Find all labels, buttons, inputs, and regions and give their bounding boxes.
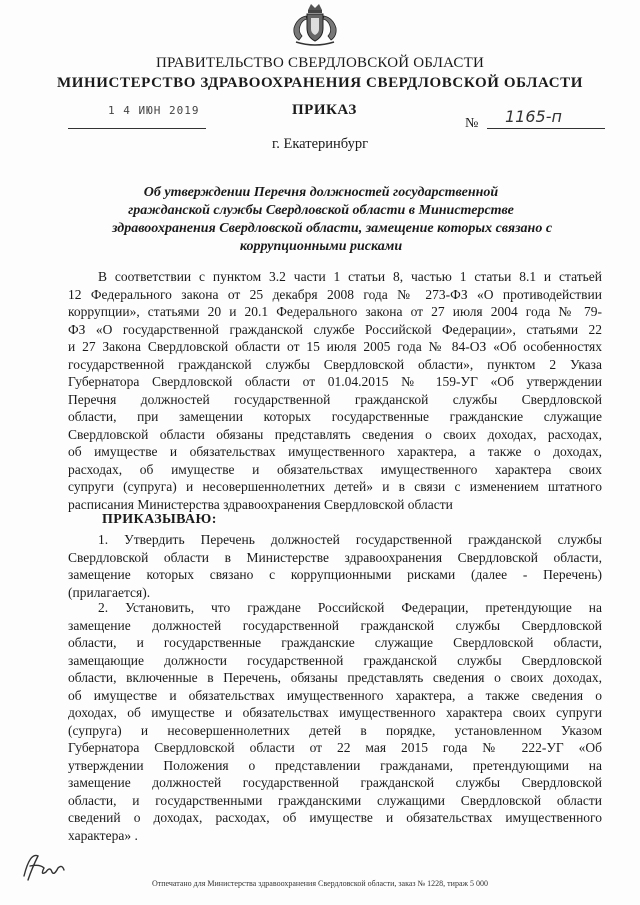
order-item-1: [68, 531, 602, 601]
text-line: 1. Утвердить Перечень должностей государственной гражданской службы: [98, 532, 602, 547]
text-line: об имуществе и обязательствах имущественного характера, а также о доходах,: [68, 444, 602, 459]
text-line: 2. Установить, что граждане Российской Федерации, претендующие на: [98, 600, 602, 615]
title-line: Об утверждении Перечня должностей государственной: [143, 185, 499, 200]
text-line: области, включенные в Перечень, обязаны представлять сведения о своих доходах,: [68, 670, 602, 685]
text-line: 12 Федерального закона от 25 декабря 2008 года № 273-ФЗ «О противодействии: [68, 286, 602, 302]
text-line: утверждении Положения о представлении гражданами, претендующими на: [68, 757, 602, 773]
text-line: Свердловской области обязаны представлять сведения о своих доходах, расходах,: [68, 426, 602, 442]
number-label: №: [465, 116, 479, 131]
ministry-name: МИНИСТЕРСТВО ЗДРАВООХРАНЕНИЯ СВЕРДЛОВСКОЙ ОБЛАСТИ: [56, 75, 584, 91]
text-line: расходах, об имуществе и обязательствах имущественного характера своих: [68, 461, 602, 477]
text-line: ФЗ «О государственной гражданской службе Российской Федерации», статьями 22: [68, 321, 602, 337]
text-line: супруги (супруга) и несовершеннолетних детей» и в связи с изменением штатного: [68, 479, 602, 494]
government-name: ПРАВИТЕЛЬСТВО СВЕРДЛОВСКОЙ ОБЛАСТИ: [155, 55, 485, 71]
number-underline: [487, 128, 605, 129]
print-imprint: Отпечатано для Министерства здравоохранения Свердловской области, заказ № 1228, тираж 5 000: [151, 879, 489, 888]
text-line: Губернатора Свердловской области от 22 мая 2015 года № 222-УГ «Об: [68, 740, 602, 755]
preamble-paragraph: [68, 268, 602, 513]
document-type: ПРИКАЗ: [292, 102, 357, 118]
title-line: гражданской службы Свердловской области в Министерстве: [128, 203, 514, 218]
date-underline: [68, 128, 206, 129]
date-stamp: 1 4 ИЮН 2019: [108, 104, 200, 117]
text-line: Перечня должностей государственной гражданской службы Свердловской: [68, 391, 602, 407]
document-number: 1165-п: [505, 107, 562, 126]
text-line: области, при замещении которых государственные гражданские служащие: [68, 409, 602, 424]
text-line: Губернатора Свердловской области от 01.04.2015 № 159-УГ «Об утверждении: [68, 374, 602, 389]
document-title: [112, 184, 553, 256]
text-line: Свердловской области в Министерстве здравоохранения Свердловской области,: [68, 549, 602, 565]
text-line: (прилагается).: [68, 584, 151, 600]
text-line: об имуществе и обязательствах имущественного характера, а также сведения о: [68, 687, 602, 703]
city: г. Екатеринбург: [271, 136, 369, 152]
order-heading: ПРИКАЗЫВАЮ:: [102, 512, 217, 527]
text-line: области, и государственными гражданскими служащими Свердловской области: [68, 792, 602, 808]
order-item-2: [68, 599, 602, 844]
text-line: области, и государственные гражданские служащие Свердловской области,: [68, 635, 602, 650]
sverdlovsk-coat-of-arms-icon: [286, 2, 344, 48]
text-line: замещение должностей государственной гражданской службы Свердловской: [68, 617, 602, 633]
text-line: и 27 Закона Свердловской области от 15 июля 2005 года № 84-ОЗ «Об особенностях: [68, 339, 602, 354]
title-line: здравоохранения Свердловской области, замещение которых связано с: [112, 221, 553, 236]
text-line: (супруга) и несовершеннолетних детей в порядке, установленном Указом: [68, 722, 602, 738]
text-line: государственной гражданской службы Свердловской области», пунктом 2 Указа: [68, 356, 602, 372]
text-line: коррупции», статьями 20 и 20.1 Федерального закона от 27 июля 2004 года № 79-: [68, 304, 602, 319]
text-line: замещающие должности государственной гражданской службы Свердловской: [68, 652, 602, 668]
text-line: расписания Министерства здравоохранения Свердловской области: [68, 496, 453, 512]
text-line: замещение должностей государственной гражданской службы Свердловской: [68, 775, 602, 790]
text-line: характера» .: [68, 827, 138, 843]
text-line: В соответствии с пунктом 3.2 части 1 статьи 8, частью 1 статьи 8.1 и статьей: [98, 269, 602, 284]
text-line: доходах, об имуществе и обязательствах имущественного характера своих супруги: [68, 705, 602, 720]
text-line: сведений о доходах, расходах, об имуществе и обязательствах имущественного: [68, 810, 602, 825]
title-line: коррупционными рисками: [239, 239, 403, 254]
text-line: замещение которых связано с коррупционными рисками (далее - Перечень): [68, 567, 602, 582]
